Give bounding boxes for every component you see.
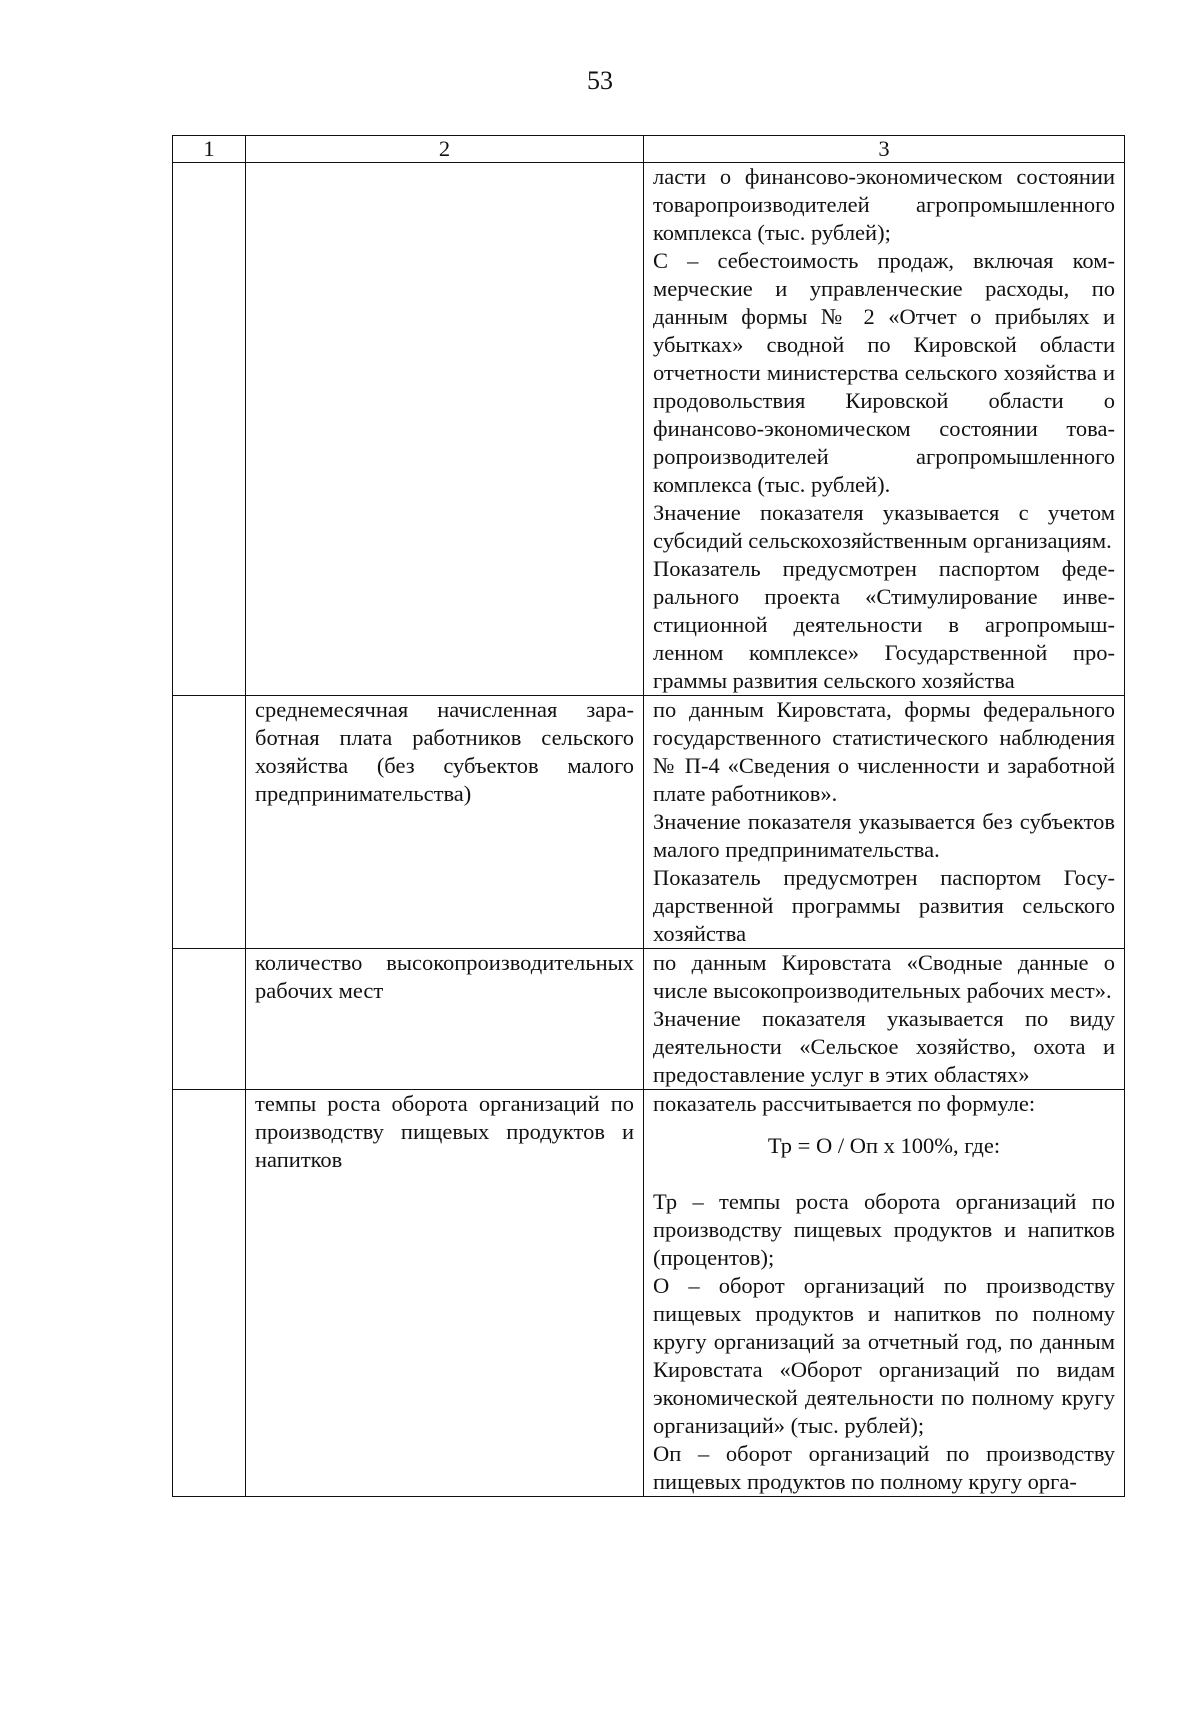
row-2-col-1 bbox=[173, 696, 246, 949]
table-row bbox=[173, 696, 1125, 949]
table-row bbox=[173, 1090, 1125, 1497]
row-1-col-3 bbox=[644, 163, 1125, 696]
row-2-indicator: среднемесячная начисленная заработная плата работников сельского хозяйства (без субъектов малого предпринимательства) bbox=[255, 697, 634, 806]
row-3-indicator: количество высокопроизводительных рабочих мест bbox=[255, 950, 634, 1003]
row-1-desc-paragraph: Показатель предусмотрен паспортом федерального проекта «Стимулирование инвестиционной деятельности в агропромышленном комплексе» Государственной программы развития сельского хозяйства bbox=[653, 556, 1115, 693]
row-1-desc-paragraph: ласти о финансово-экономическом состоянии товаропроизводителей агропромышленного комплекса (тыс. рублей); bbox=[653, 164, 1115, 245]
table-header-row bbox=[173, 136, 1125, 163]
header-col-3: 3 bbox=[644, 136, 1125, 163]
row-2-col-3 bbox=[644, 696, 1125, 949]
row-2-col-2 bbox=[246, 696, 644, 949]
row-1-desc-paragraph: С – себестоимость продаж, включая коммерческие и управленческие расходы, по данным формы № 2 «Отчет о прибылях и убытках» сводной по Кировской области отчетности министерства сельского хозяйства и продовольствия Кировской области о финансово-экономическом состоянии товаропроизводителей агропромышленного комплекса (тыс. рублей). bbox=[653, 248, 1115, 497]
row-1-desc-paragraph: Значение показателя указывается с учетом субсидий сельскохозяйственным организациям. bbox=[653, 500, 1115, 553]
row-3-col-2 bbox=[246, 949, 644, 1090]
row-1-col-1 bbox=[173, 163, 246, 696]
row-4-col-3 bbox=[644, 1090, 1125, 1497]
row-3-col-3 bbox=[644, 949, 1125, 1090]
row-4-desc-paragraph: О – оборот организаций по производству пищевых продуктов и напитков по полному кругу организаций за отчетный год, по данным Кировстата «Оборот организаций по видам экономической деятельности по полному кругу организаций» (тыс. рублей); bbox=[653, 1273, 1115, 1438]
row-3-desc-paragraph: по данным Кировстата «Сводные данные о числе высокопроизводительных рабочих мест». bbox=[653, 950, 1115, 1003]
row-4-desc-paragraph: Тр – темпы роста оборота организаций по производству пищевых продуктов и напитков (процентов); bbox=[653, 1189, 1115, 1270]
row-4-desc-paragraph: Оп – оборот организаций по производству пищевых продуктов по полному кругу орга- bbox=[653, 1441, 1115, 1494]
row-4-formula: Тр = О / Оп х 100%, где: bbox=[767, 1133, 1001, 1158]
row-1-col-2 bbox=[246, 163, 644, 696]
table-row bbox=[173, 163, 1125, 696]
row-4-formula-intro: показатель рассчитывается по формуле: bbox=[653, 1091, 1036, 1116]
indicator-table bbox=[172, 135, 1125, 1497]
row-4-col-2 bbox=[246, 1090, 644, 1497]
row-2-desc-paragraph: по данным Кировстата, формы федерального государственного статистического наблюдения № П-4 «Сведения о численности и заработной плате работников». bbox=[653, 697, 1115, 806]
header-col-2: 2 bbox=[246, 136, 644, 163]
row-4-col-1 bbox=[173, 1090, 246, 1497]
table-row bbox=[173, 949, 1125, 1090]
row-2-desc-paragraph: Показатель предусмотрен паспортом Государственной программы развития сельского хозяйства bbox=[653, 865, 1115, 946]
header-col-1: 1 bbox=[173, 136, 246, 163]
row-3-col-1 bbox=[173, 949, 246, 1090]
row-2-desc-paragraph: Значение показателя указывается без субъектов малого предпринимательства. bbox=[653, 809, 1115, 862]
page-number: 53 bbox=[587, 66, 613, 95]
row-3-desc-paragraph: Значение показателя указывается по виду деятельности «Сельское хозяйство, охота и предоставление услуг в этих областях» bbox=[653, 1006, 1115, 1087]
row-4-indicator: темпы роста оборота организаций по производству пищевых продуктов и напитков bbox=[255, 1091, 634, 1172]
